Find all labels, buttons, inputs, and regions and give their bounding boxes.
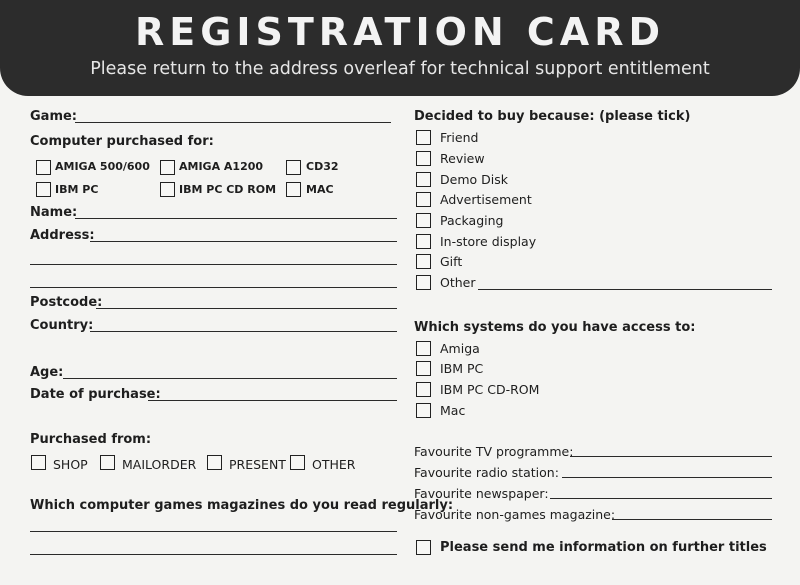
card-subtitle: Please return to the address overleaf for technical support entitlement (90, 59, 710, 79)
reason-in-store-display: In-store display (440, 234, 537, 249)
favourite-radio-field[interactable] (562, 477, 772, 478)
checkbox-system-amiga[interactable] (416, 341, 431, 356)
checkbox-mailorder[interactable] (100, 455, 115, 470)
country-label: Country: (30, 318, 94, 333)
option-amiga-500-600: AMIGA 500/600 (55, 160, 150, 173)
checkbox-amiga-a1200[interactable] (160, 160, 175, 175)
favourite-newspaper-field[interactable] (550, 498, 772, 499)
game-field[interactable] (75, 122, 391, 123)
checkbox-cd32[interactable] (286, 160, 301, 175)
checkbox-demo-disk[interactable] (416, 172, 431, 187)
date-of-purchase-label: Date of purchase: (30, 387, 161, 402)
checkbox-advertisement[interactable] (416, 192, 431, 207)
age-field[interactable] (63, 378, 397, 379)
card-header (0, 0, 800, 96)
checkbox-system-ibm-pc-cd-rom[interactable] (416, 382, 431, 397)
postcode-label: Postcode: (30, 295, 103, 310)
checkbox-other-source[interactable] (290, 455, 305, 470)
system-mac: Mac (440, 403, 466, 418)
age-label: Age: (30, 365, 64, 380)
reason-demo-disk: Demo Disk (440, 172, 508, 187)
reason-advertisement: Advertisement (440, 192, 532, 207)
option-present: PRESENT (229, 457, 286, 472)
favourite-tv-field[interactable] (570, 456, 772, 457)
checkbox-friend[interactable] (416, 130, 431, 145)
address-label: Address: (30, 228, 95, 243)
decided-to-buy-label: Decided to buy because: (please tick) (414, 109, 691, 124)
postcode-field[interactable] (96, 308, 397, 309)
systems-access-label: Which systems do you have access to: (414, 320, 696, 335)
checkbox-review[interactable] (416, 151, 431, 166)
option-other-source: OTHER (312, 457, 356, 472)
magazines-field-line-2[interactable] (30, 554, 397, 555)
reason-review: Review (440, 151, 485, 166)
checkbox-in-store-display[interactable] (416, 234, 431, 249)
option-ibm-pc-cd-rom: IBM PC CD ROM (179, 183, 277, 196)
system-ibm-pc-cd-rom: IBM PC CD-ROM (440, 382, 540, 397)
checkbox-ibm-pc[interactable] (36, 182, 51, 197)
card-title: REGISTRATION CARD (134, 10, 666, 54)
checkbox-system-mac[interactable] (416, 403, 431, 418)
checkbox-shop[interactable] (31, 455, 46, 470)
favourite-tv-label: Favourite TV programme: (414, 444, 574, 459)
country-field[interactable] (90, 331, 397, 332)
purchased-from-label: Purchased from: (30, 432, 152, 447)
option-mac: MAC (306, 183, 334, 196)
checkbox-further-titles[interactable] (416, 540, 431, 555)
checkbox-present[interactable] (207, 455, 222, 470)
reason-packaging: Packaging (440, 213, 504, 228)
system-amiga: Amiga (440, 341, 480, 356)
option-shop: SHOP (53, 457, 88, 472)
favourite-newspaper-label: Favourite newspaper: (414, 486, 549, 501)
magazines-label: Which computer games magazines do you read regularly: (30, 498, 454, 513)
checkbox-system-ibm-pc[interactable] (416, 361, 431, 376)
address-field-line-1[interactable] (90, 241, 397, 242)
reason-friend: Friend (440, 130, 479, 145)
address-field-line-3[interactable] (30, 287, 397, 288)
checkbox-amiga-500-600[interactable] (36, 160, 51, 175)
name-field[interactable] (75, 218, 397, 219)
further-titles-label: Please send me information on further titles (440, 540, 767, 555)
game-label: Game: (30, 109, 78, 124)
checkbox-mac[interactable] (286, 182, 301, 197)
option-mailorder: MAILORDER (122, 457, 197, 472)
favourite-magazine-field[interactable] (612, 519, 772, 520)
reason-other: Other (440, 275, 476, 290)
checkbox-other-reason[interactable] (416, 275, 431, 290)
option-amiga-a1200: AMIGA A1200 (179, 160, 264, 173)
computer-purchased-label: Computer purchased for: (30, 134, 214, 149)
checkbox-gift[interactable] (416, 254, 431, 269)
checkbox-ibm-pc-cd-rom[interactable] (160, 182, 175, 197)
option-ibm-pc: IBM PC (55, 183, 99, 196)
address-field-line-2[interactable] (30, 264, 397, 265)
checkbox-packaging[interactable] (416, 213, 431, 228)
option-cd32: CD32 (306, 160, 339, 173)
name-label: Name: (30, 205, 78, 220)
other-reason-field[interactable] (478, 289, 772, 290)
date-of-purchase-field[interactable] (148, 400, 397, 401)
favourite-magazine-label: Favourite non-games magazine: (414, 507, 616, 522)
favourite-radio-label: Favourite radio station: (414, 465, 559, 480)
system-ibm-pc: IBM PC (440, 361, 484, 376)
magazines-field-line-1[interactable] (30, 531, 397, 532)
reason-gift: Gift (440, 254, 463, 269)
